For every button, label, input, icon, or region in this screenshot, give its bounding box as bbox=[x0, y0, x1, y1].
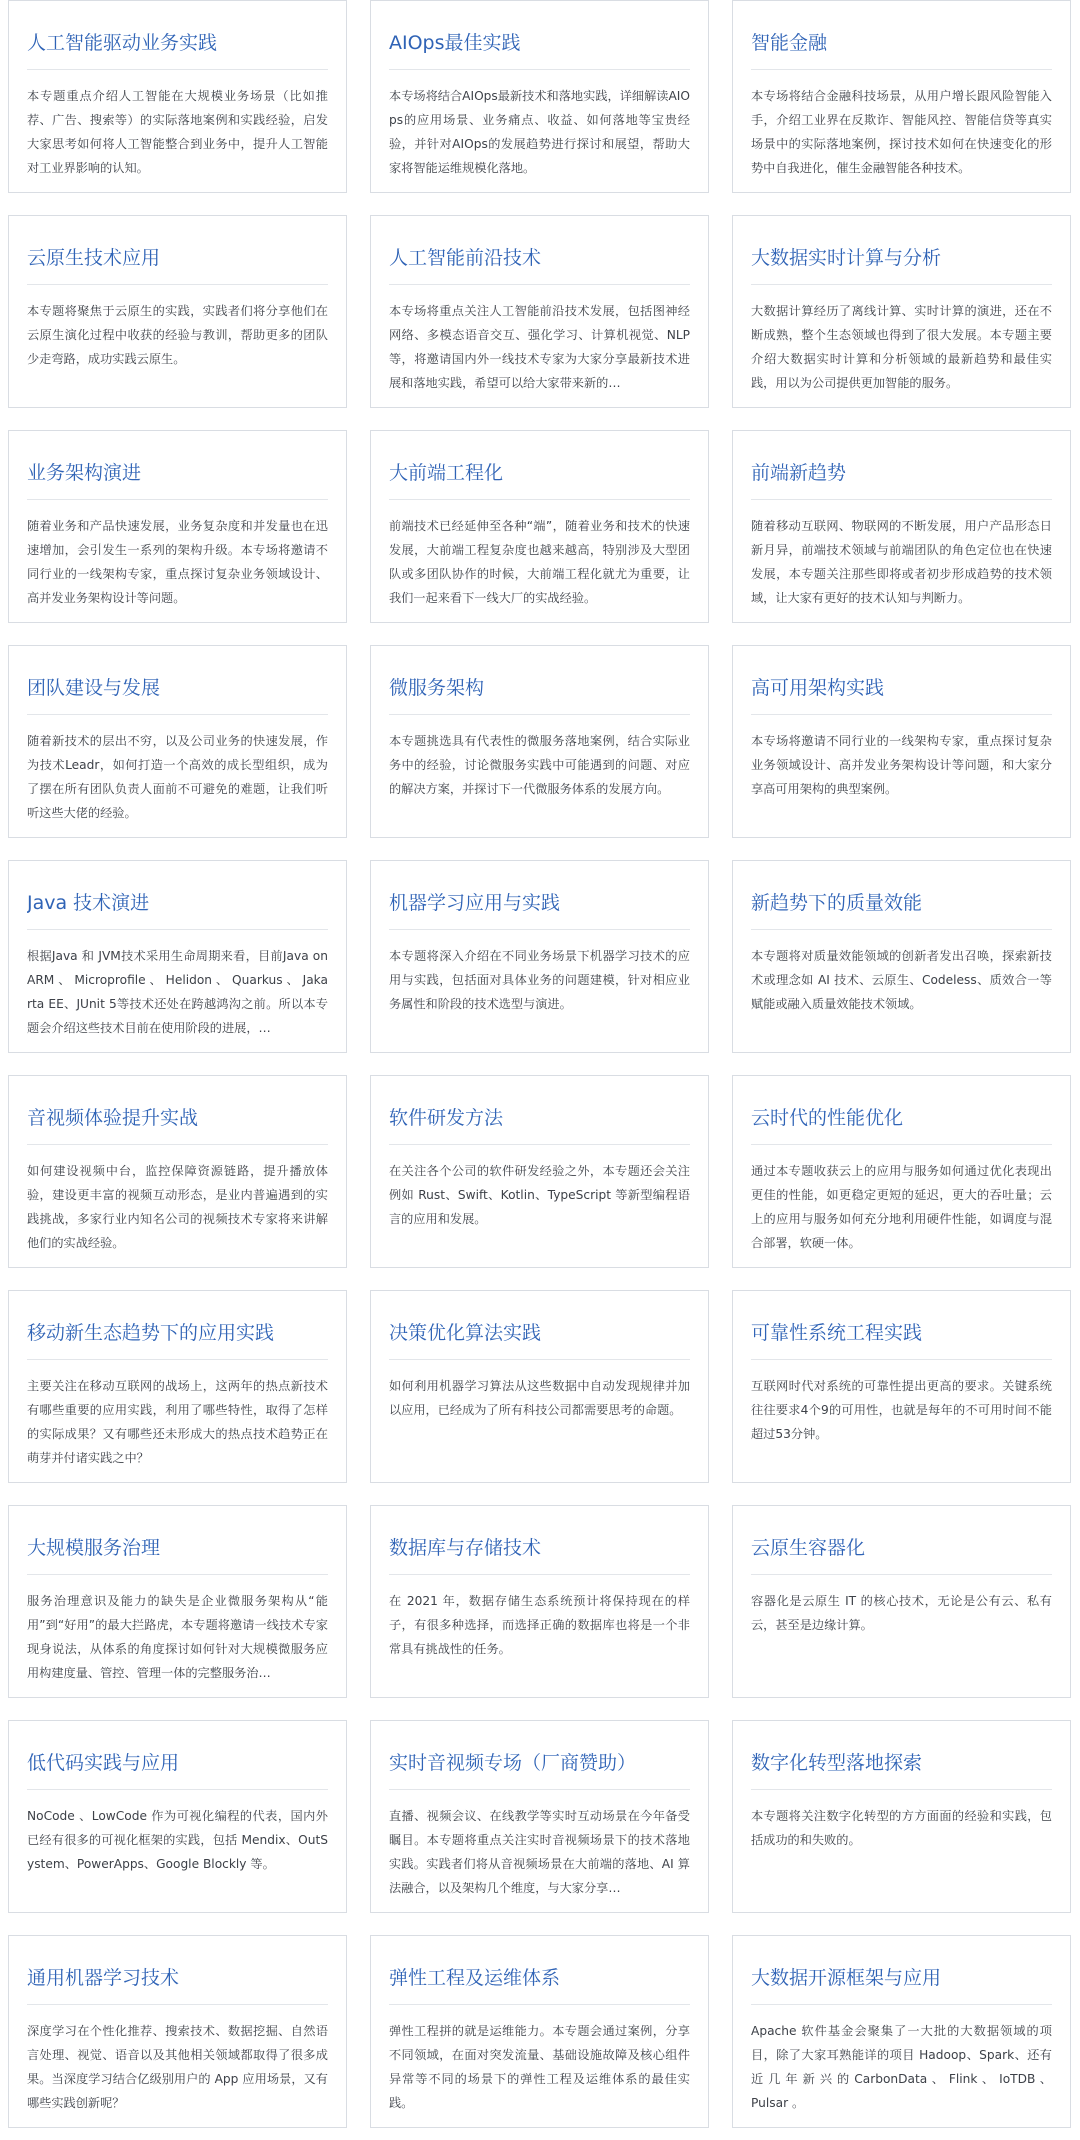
divider bbox=[389, 284, 690, 285]
track-description: Apache 软件基金会聚集了一大批的大数据领域的项目，除了大家耳熟能详的项目 Hadoop、Spark、还有 近 几 年 新 兴 的 CarbonData 、 Flink 、 IoTDB 、 Pulsar 。 bbox=[751, 2024, 1052, 2110]
track-card[interactable] bbox=[370, 645, 709, 838]
track-description: 大数据计算经历了离线计算、实时计算的演进，还在不断成熟，整个生态领域也得到了很大发展。本专题主要介绍大数据实时计算和分析领域的最新趋势和最佳实践，用以为公司提供更加智能的服务。 bbox=[751, 304, 1052, 390]
track-card[interactable] bbox=[8, 215, 347, 408]
track-description: 在 2021 年，数据存储生态系统预计将保持现在的样子，有很多种选择，而选择正确的数据库也将是一个非常具有挑战性的任务。 bbox=[389, 1594, 690, 1656]
track-card[interactable] bbox=[732, 1720, 1071, 1913]
divider bbox=[27, 499, 328, 500]
track-title[interactable]: 大规模服务治理 bbox=[27, 1537, 161, 1559]
track-description: 主要关注在移动互联网的战场上，这两年的热点新技术有哪些重要的应用实践，利用了哪些特性，取得了怎样的实际成果？又有哪些还未形成大的热点技术趋势正在萌芽并付诸实践之中？ bbox=[27, 1379, 328, 1465]
track-title[interactable]: 弹性工程及运维体系 bbox=[389, 1967, 561, 1989]
track-title[interactable]: 大数据开源框架与应用 bbox=[751, 1967, 942, 1989]
track-title[interactable]: 通用机器学习技术 bbox=[27, 1967, 180, 1989]
track-card[interactable] bbox=[8, 645, 347, 838]
divider bbox=[751, 499, 1052, 500]
track-card[interactable] bbox=[732, 1505, 1071, 1698]
track-card[interactable] bbox=[732, 0, 1071, 193]
track-description: 互联网时代对系统的可靠性提出更高的要求。关键系统往往要求4个9的可用性，也就是每年的不可用时间不能超过53分钟。 bbox=[751, 1379, 1052, 1441]
track-title[interactable]: 数字化转型落地探索 bbox=[751, 1752, 923, 1774]
divider bbox=[389, 69, 690, 70]
track-card[interactable] bbox=[732, 215, 1071, 408]
track-description: 随着移动互联网、物联网的不断发展，用户产品形态日新月异，前端技术领域与前端团队的角色定位也在快速发展，本专题关注那些即将或者初步形成趋势的技术领域，让大家有更好的技术认知与判断力。 bbox=[751, 519, 1052, 605]
track-description: 本专场将邀请不同行业的一线架构专家，重点探讨复杂业务领域设计、高并发业务架构设计等问题，和大家分享高可用架构的典型案例。 bbox=[751, 734, 1052, 796]
track-card[interactable] bbox=[370, 1935, 709, 2128]
track-card[interactable] bbox=[370, 1720, 709, 1913]
track-grid bbox=[8, 0, 1072, 2128]
track-description: 前端技术已经延伸至各种“端”，随着业务和技术的快速发展，大前端工程复杂度也越来越高，特别涉及大型团队或多团队协作的时候，大前端工程化就尤为重要，让我们一起来看下一线大厂的实战经验。 bbox=[389, 519, 690, 605]
divider bbox=[27, 1574, 328, 1575]
divider bbox=[389, 1359, 690, 1360]
divider bbox=[27, 2004, 328, 2005]
track-card[interactable] bbox=[8, 1505, 347, 1698]
track-title[interactable]: 新趋势下的质量效能 bbox=[751, 892, 923, 914]
divider bbox=[27, 929, 328, 930]
track-title[interactable]: 云原生技术应用 bbox=[27, 247, 161, 269]
track-description: 根据Java 和 JVM技术采用生命周期来看，目前Java on ARM 、 Microprofile 、 Helidon 、 Quarkus 、 Jakarta EE、JUnit 5等技术还处在跨越鸿沟之前。所以本专题会介绍这些技术目前在使用阶段的进展，… bbox=[27, 949, 328, 1035]
divider bbox=[389, 1789, 690, 1790]
track-title[interactable]: 云时代的性能优化 bbox=[751, 1107, 904, 1129]
track-card[interactable] bbox=[8, 1290, 347, 1483]
track-card[interactable] bbox=[370, 215, 709, 408]
track-description: 本专题将深入介绍在不同业务场景下机器学习技术的应用与实践，包括面对具体业务的问题建模，针对相应业务属性和阶段的技术选型与演进。 bbox=[389, 949, 690, 1011]
divider bbox=[751, 2004, 1052, 2005]
track-description: 弹性工程拼的就是运维能力。本专题会通过案例，分享不同领域，在面对突发流量、基础设施故障及核心组件异常等不同的场景下的弹性工程及运维体系的最佳实践。 bbox=[389, 2024, 690, 2110]
track-title[interactable]: 实时音视频专场（厂商赞助） bbox=[389, 1752, 637, 1774]
divider bbox=[389, 1574, 690, 1575]
divider bbox=[27, 1359, 328, 1360]
track-card[interactable] bbox=[8, 860, 347, 1053]
track-title[interactable]: 音视频体验提升实战 bbox=[27, 1107, 199, 1129]
track-description: 服务治理意识及能力的缺失是企业微服务架构从“能用”到“好用”的最大拦路虎，本专题将邀请一线技术专家现身说法，从体系的角度探讨如何针对大规模微服务应用构建度量、管控、管理一体的完整服务治… bbox=[27, 1594, 328, 1680]
divider bbox=[27, 69, 328, 70]
track-title[interactable]: 团队建设与发展 bbox=[27, 677, 161, 699]
divider bbox=[389, 499, 690, 500]
track-description: 通过本专题收获云上的应用与服务如何通过优化表现出更佳的性能，如更稳定更短的延迟，更大的吞吐量；云上的应用与服务如何充分地利用硬件性能，如调度与混合部署，软硬一体。 bbox=[751, 1164, 1052, 1250]
track-card[interactable] bbox=[732, 860, 1071, 1053]
track-description: 直播、视频会议、在线教学等实时互动场景在今年备受瞩目。本专题将重点关注实时音视频场景下的技术落地实践。实践者们将从音视频场景在大前端的落地、AI 算法融合，以及架构几个维度，与大家分享… bbox=[389, 1809, 690, 1895]
track-description: 随着新技术的层出不穷，以及公司业务的快速发展，作为技术Leadr，如何打造一个高效的成长型组织，成为了摆在所有团队负责人面前不可避免的难题，让我们听听这些大佬的经验。 bbox=[27, 734, 328, 820]
divider bbox=[389, 714, 690, 715]
track-card[interactable] bbox=[8, 0, 347, 193]
divider bbox=[751, 284, 1052, 285]
track-card[interactable] bbox=[732, 645, 1071, 838]
track-title[interactable]: 决策优化算法实践 bbox=[389, 1322, 542, 1344]
divider bbox=[27, 1144, 328, 1145]
track-title[interactable]: 人工智能驱动业务实践 bbox=[27, 32, 218, 54]
track-title[interactable]: 可靠性系统工程实践 bbox=[751, 1322, 923, 1344]
divider bbox=[751, 1359, 1052, 1360]
track-card[interactable] bbox=[370, 860, 709, 1053]
track-card[interactable] bbox=[8, 1935, 347, 2128]
track-description: 本专题挑选具有代表性的微服务落地案例，结合实际业务中的经验，讨论微服务实践中可能遇到的问题、对应的解决方案，并探讨下一代微服务体系的发展方向。 bbox=[389, 734, 690, 796]
track-title[interactable]: 软件研发方法 bbox=[389, 1107, 504, 1129]
track-description: 本专场将重点关注人工智能前沿技术发展，包括图神经网络、多模态语音交互、强化学习、计算机视觉、NLP等，将邀请国内外一线技术专家为大家分享最新技术进展和落地实践，希望可以给大家带来新的… bbox=[389, 304, 690, 390]
divider bbox=[751, 714, 1052, 715]
track-description: 本专题将关注数字化转型的方方面面的经验和实践，包括成功的和失败的。 bbox=[751, 1809, 1052, 1847]
track-title[interactable]: 大数据实时计算与分析 bbox=[751, 247, 942, 269]
track-description: 如何建设视频中台，监控保障资源链路，提升播放体验，建设更丰富的视频互动形态，是业内普遍遇到的实践挑战，多家行业内知名公司的视频技术专家将来讲解他们的实战经验。 bbox=[27, 1164, 328, 1250]
track-title[interactable]: 低代码实践与应用 bbox=[27, 1752, 180, 1774]
track-title[interactable]: 微服务架构 bbox=[389, 677, 485, 699]
track-description: 本专场将结合AIOps最新技术和落地实践，详细解读AIOps的应用场景、业务痛点、收益、如何落地等宝贵经验，并针对AIOps的发展趋势进行探讨和展望，帮助大家将智能运维规模化落地。 bbox=[389, 89, 690, 175]
divider bbox=[27, 714, 328, 715]
track-description: 本专场将结合金融科技场景，从用户增长跟风险智能入手，介绍工业界在反欺诈、智能风控、智能信贷等真实场景中的实际落地案例，探讨技术如何在快速变化的形势中自我进化，催生金融智能各种技术。 bbox=[751, 89, 1052, 175]
track-card[interactable] bbox=[370, 430, 709, 623]
track-description: 随着业务和产品快速发展，业务复杂度和并发量也在迅速增加，会引发生一系列的架构升级。本专场将邀请不同行业的一线架构专家，重点探讨复杂业务领域设计、高并发业务架构设计等问题。 bbox=[27, 519, 328, 605]
track-title[interactable]: 云原生容器化 bbox=[751, 1537, 866, 1559]
divider bbox=[389, 929, 690, 930]
track-card[interactable] bbox=[370, 0, 709, 193]
track-title[interactable]: Java 技术演进 bbox=[27, 892, 150, 914]
track-card[interactable] bbox=[370, 1075, 709, 1268]
track-title[interactable]: 业务架构演进 bbox=[27, 462, 142, 484]
divider bbox=[751, 1789, 1052, 1790]
track-title[interactable]: 机器学习应用与实践 bbox=[389, 892, 561, 914]
track-title[interactable]: 数据库与存储技术 bbox=[389, 1537, 542, 1559]
track-card[interactable] bbox=[732, 1290, 1071, 1483]
track-title[interactable]: AIOps最佳实践 bbox=[389, 32, 521, 54]
track-description: 深度学习在个性化推荐、搜索技术、数据挖掘、自然语言处理、视觉、语音以及其他相关领域都取得了很多成果。当深度学习结合亿级别用户的 App 应用场景，又有哪些实践创新呢？ bbox=[27, 2024, 328, 2110]
track-card[interactable] bbox=[732, 430, 1071, 623]
track-description: 本专题将聚焦于云原生的实践，实践者们将分享他们在云原生演化过程中收获的经验与教训，帮助更多的团队少走弯路，成功实践云原生。 bbox=[27, 304, 328, 366]
track-card[interactable] bbox=[370, 1290, 709, 1483]
divider bbox=[27, 284, 328, 285]
track-card[interactable] bbox=[8, 1720, 347, 1913]
track-card[interactable] bbox=[732, 1075, 1071, 1268]
divider bbox=[751, 1144, 1052, 1145]
track-card[interactable] bbox=[8, 1075, 347, 1268]
track-description: 本专题将对质量效能领域的创新者发出召唤，探索新技术或理念如 AI 技术、云原生、Codeless、质效合一等赋能或融入质量效能技术领域。 bbox=[751, 949, 1052, 1011]
divider bbox=[751, 69, 1052, 70]
track-title[interactable]: 移动新生态趋势下的应用实践 bbox=[27, 1322, 275, 1344]
track-description: NoCode 、LowCode 作为可视化编程的代表，国内外已经有很多的可视化框架的实践，包括 Mendix、OutSystem、PowerApps、Google Blockly 等。 bbox=[27, 1809, 328, 1871]
track-description: 如何利用机器学习算法从这些数据中自动发现规律并加以应用，已经成为了所有科技公司都需要思考的命题。 bbox=[389, 1379, 690, 1417]
track-card[interactable] bbox=[8, 430, 347, 623]
divider bbox=[751, 929, 1052, 930]
track-description: 本专题重点介绍人工智能在大规模业务场景（比如推荐、广告、搜索等）的实际落地案例和实践经验，启发大家思考如何将人工智能整合到业务中，提升人工智能对工业界影响的认知。 bbox=[27, 89, 328, 175]
track-card[interactable] bbox=[370, 1505, 709, 1698]
track-description: 在关注各个公司的软件研发经验之外，本专题还会关注例如 Rust、Swift、Kotlin、TypeScript 等新型编程语言的应用和发展。 bbox=[389, 1164, 690, 1226]
divider bbox=[389, 2004, 690, 2005]
track-title[interactable]: 人工智能前沿技术 bbox=[389, 247, 542, 269]
track-title[interactable]: 高可用架构实践 bbox=[751, 677, 885, 699]
divider bbox=[389, 1144, 690, 1145]
track-description: 容器化是云原生 IT 的核心技术，无论是公有云、私有云，甚至是边缘计算。 bbox=[751, 1594, 1052, 1632]
divider bbox=[27, 1789, 328, 1790]
track-card[interactable] bbox=[732, 1935, 1071, 2128]
track-title[interactable]: 前端新趋势 bbox=[751, 462, 847, 484]
track-title[interactable]: 智能金融 bbox=[751, 32, 828, 54]
track-title[interactable]: 大前端工程化 bbox=[389, 462, 504, 484]
divider bbox=[751, 1574, 1052, 1575]
